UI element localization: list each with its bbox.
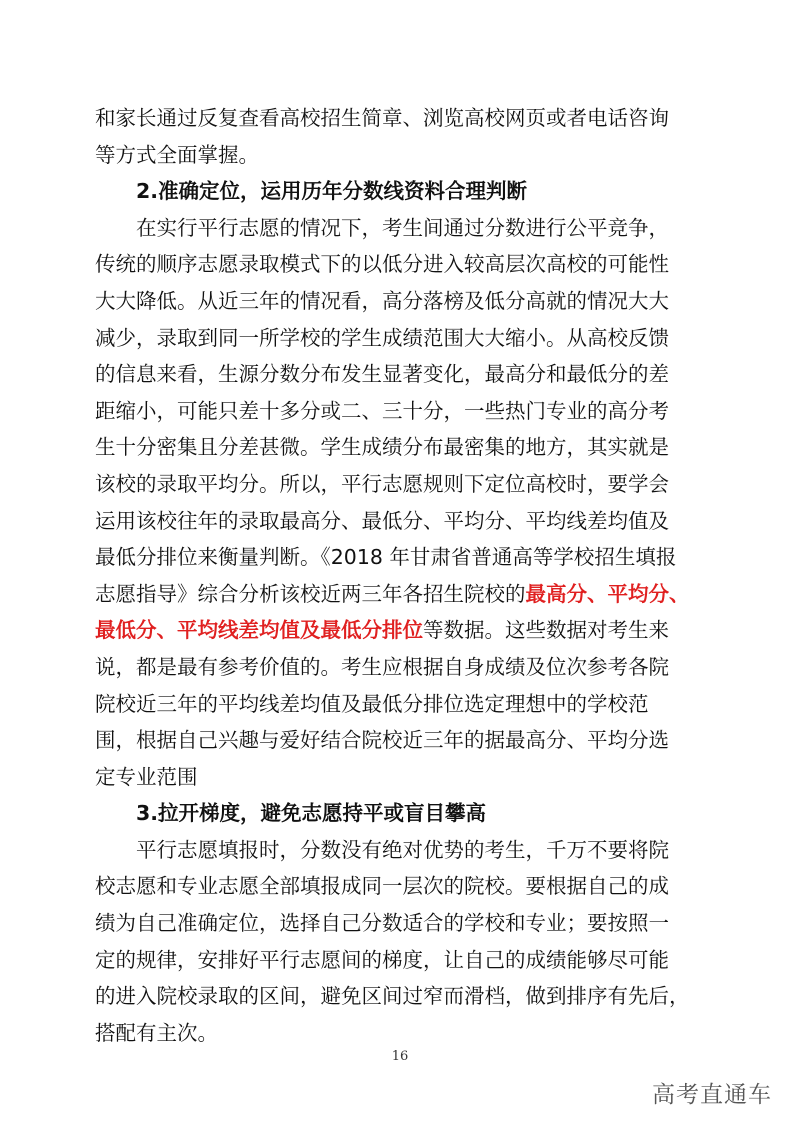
paragraph-line: 减少，录取到同一所学校的学生成绩范围大大缩小。从高校反馈: [95, 325, 669, 350]
line-text: 志愿指导》综合分析该校近两三年各招生院校的: [95, 581, 526, 606]
highlight-text: 最高分、平均分、: [525, 581, 690, 606]
section-heading-3: 3.拉开梯度，避免志愿持平或盲目攀高: [136, 801, 487, 826]
paragraph-line: 运用该校往年的录取最高分、最低分、平均分、平均线差均值及: [95, 508, 669, 533]
paragraph-line: 的信息来看，生源分数分布发生显著变化，最高分和最低分的差: [95, 362, 669, 387]
paragraph-line: [95, 576, 711, 613]
paragraph-line: 在实行平行志愿的情况下，考生间通过分数进行公平竞争，: [136, 215, 669, 240]
paragraph-line: 院校近三年的平均线差均值及最低分排位选定理想中的学校范: [95, 691, 649, 716]
paragraph-line: 说，都是最有参考价值的。考生应根据自身成绩及位次参考各院: [95, 654, 669, 679]
section-heading-2: 2.准确定位，运用历年分数线资料合理判断: [136, 179, 528, 204]
document-body: [95, 100, 711, 1051]
line-text: 等数据。这些数据对考生来: [423, 618, 669, 643]
page-number: 16: [391, 1049, 409, 1064]
paragraph-line: 定专业范围: [95, 764, 198, 789]
paragraph-line: 搭配有主次。: [95, 1020, 218, 1045]
paragraph-line: 的进入院校录取的区间，避免区间过窄而滑档，做到排序有先后，: [95, 984, 690, 1009]
paragraph-line: 该校的录取平均分。所以，平行志愿规则下定位高校时，要学会: [95, 471, 669, 496]
paragraph-line: 绩为自己准确定位，选择自己分数适合的学校和专业；要按照一: [95, 911, 669, 936]
paragraph-line: 传统的顺序志愿录取模式下的以低分进入较高层次高校的可能性: [95, 252, 669, 277]
paragraph-line: [95, 612, 711, 649]
paragraph-line: 定的规律，安排好平行志愿间的梯度，让自己的成绩能够尽可能: [95, 947, 669, 972]
paragraph-line: 校志愿和专业志愿全部填报成同一层次的院校。要根据自己的成: [95, 874, 669, 899]
paragraph-line: 和家长通过反复查看高校招生简章、浏览高校网页或者电话咨询: [95, 106, 669, 130]
paragraph-line: 等方式全面掌握。: [95, 142, 259, 167]
paragraph-line: 生十分密集且分差甚微。学生成绩分布最密集的地方，其实就是: [95, 435, 669, 460]
highlight-text: 最低分、平均线差均值及最低分排位: [95, 618, 423, 643]
paragraph-line: 距缩小，可能只差十多分或二、三十分，一些热门专业的高分考: [95, 398, 669, 423]
paragraph-line: 大大降低。从近三年的情况看，高分落榜及低分高就的情况大大: [95, 288, 669, 313]
paragraph-line: 平行志愿填报时，分数没有绝对优势的考生，千万不要将院: [136, 837, 669, 862]
paragraph-line: 围，根据自己兴趣与爱好结合院校近三年的据最高分、平均分选: [95, 728, 669, 753]
watermark: 高考直通车: [652, 1082, 772, 1108]
paragraph-line: 最低分排位来衡量判断。《2018 年甘肃省普通高等学校招生填报: [95, 545, 677, 570]
